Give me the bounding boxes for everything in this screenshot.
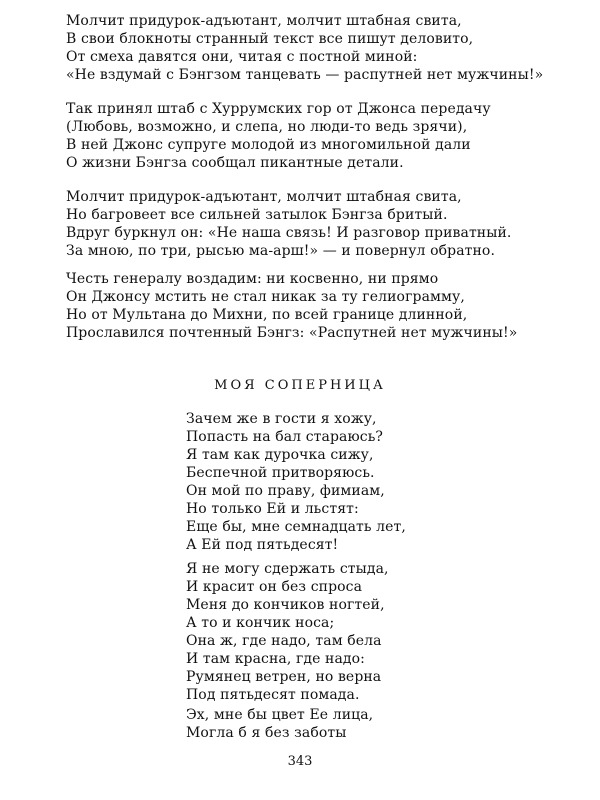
verse-line: И там красна, где надо:	[186, 651, 366, 667]
verse-line: Меня до кончиков ногтей,	[186, 597, 385, 613]
stanza	[66, 12, 543, 84]
verse-line: Молчит придурок-адъютант, молчит штабная свита,	[66, 189, 462, 205]
verse-line: В свои блокноты странный текст все пишут деловито,	[66, 31, 474, 47]
verse-line: Еще бы, мне семнадцать лет,	[186, 519, 406, 535]
verse-line: Могла б я без заботы	[186, 725, 347, 741]
verse-line: Он Джонсу мстить не стал никак за ту гелиограмму,	[66, 289, 465, 305]
verse-line: Так принял штаб с Хуррумских гор от Джонса передачу	[66, 101, 491, 117]
verse-line: Попасть на бал стараюсь?	[186, 429, 384, 445]
verse-line: Она ж, где надо, там бела	[186, 633, 382, 649]
verse-line: Честь генералу воздадим: ни косвенно, ни прямо	[66, 271, 439, 287]
verse-line: А то и кончик носа;	[186, 615, 335, 631]
verse-line: А Ей под пятьдесят!	[186, 537, 339, 553]
verse-line: В ней Джонс супруге молодой из многомильной дали	[66, 137, 471, 153]
poem-title: МОЯ СОПЕРНИЦА	[214, 378, 386, 393]
poem-stanza	[186, 410, 406, 554]
verse-line: Румянец ветрен, но верна	[186, 669, 382, 685]
verse-line: Я не могу сдержать стыда,	[186, 561, 389, 577]
verse-line: Но багровеет все сильней затылок Бэнгза бритый.	[66, 207, 448, 223]
verse-line: От смеха давятся они, читая с постной миной:	[66, 49, 418, 65]
verse-line: За мною, по три, рысью ма-арш!» — и повернул обратно.	[66, 243, 495, 259]
verse-line: И красит он без спроса	[186, 579, 363, 595]
page-number: 343	[287, 754, 313, 769]
stanza	[66, 100, 491, 172]
poem-stanza	[186, 706, 373, 742]
poem-stanza	[186, 560, 389, 704]
verse-line: Но от Мультана до Михни, по всей границе длинной,	[66, 307, 468, 323]
verse-line: Под пятьдесят помада.	[186, 687, 360, 703]
verse-line: «Не вздумай с Бэнгзом танцевать — распутней нет мужчины!»	[66, 67, 544, 83]
verse-line: Прославился почтенный Бэнгз: «Распутней нет мужчины!»	[66, 325, 518, 341]
verse-line: Зачем же в гости я хожу,	[186, 411, 377, 427]
verse-line: (Любовь, возможно, и слепа, но люди-то ведь зрячи),	[66, 119, 468, 135]
verse-line: Но только Ей и льстят:	[186, 501, 359, 517]
verse-line: Я там как дурочка сижу,	[186, 447, 374, 463]
stanza	[66, 270, 517, 342]
verse-line: Эх, мне бы цвет Ее лица,	[186, 707, 374, 723]
verse-line: Вдруг буркнул он: «Не наша связь! И разговор приватный.	[66, 225, 512, 241]
verse-line: Он мой по праву, фимиам,	[186, 483, 385, 499]
stanza	[66, 188, 511, 260]
verse-line: Беспечной притворяюсь.	[186, 465, 375, 481]
verse-line: Молчит придурок-адъютант, молчит штабная свита,	[66, 13, 462, 29]
verse-line: О жизни Бэнгза сообщал пикантные детали.	[66, 155, 404, 171]
